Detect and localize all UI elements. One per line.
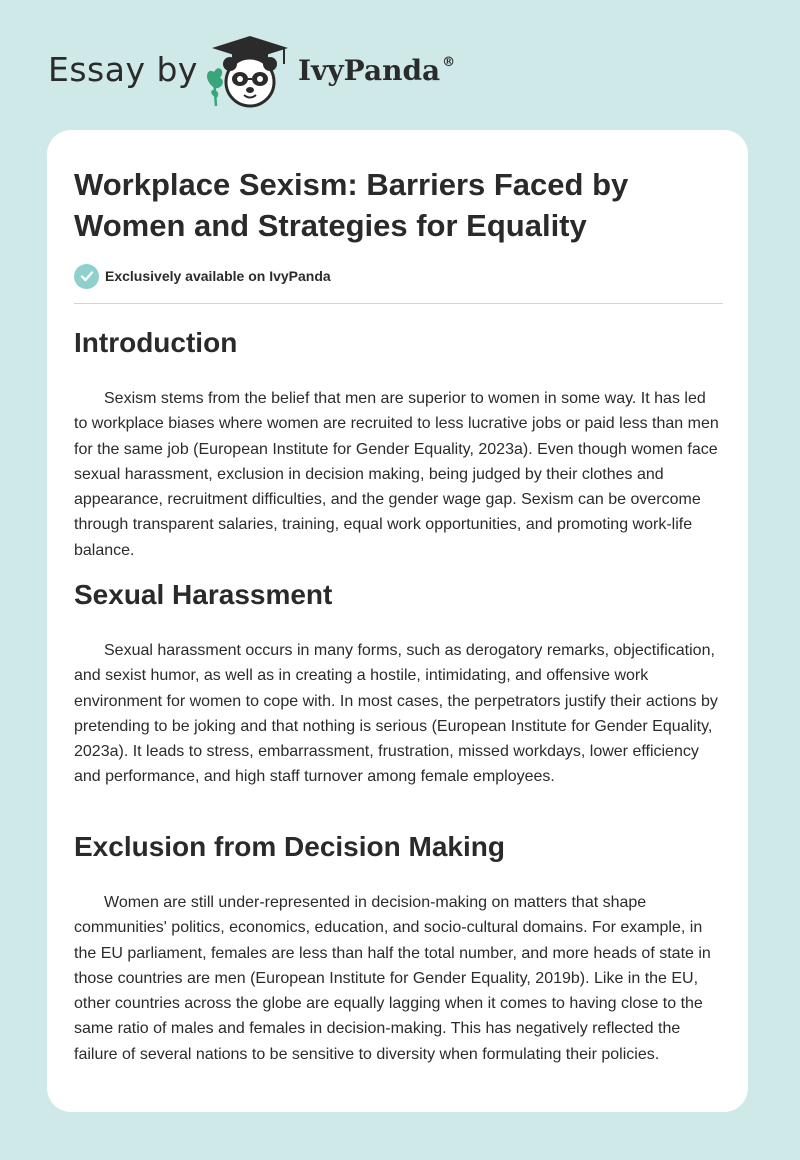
panda-graduate-logo-icon[interactable] xyxy=(202,34,292,110)
essay-by-label: Essay by xyxy=(48,50,198,89)
brand-name[interactable]: IvyPanda ® xyxy=(298,54,456,87)
exclusive-badge xyxy=(74,263,331,289)
trademark-symbol: ® xyxy=(442,54,456,70)
exclusive-badge-label: Exclusively available on IvyPanda xyxy=(105,268,331,284)
section-heading-introduction: Introduction xyxy=(74,327,238,358)
section-body-exclusion-decision-making: Women are still under-represented in decision-making on matters that shape communities' politics, economics, education, and socio-cultural domains. For example, in the EU parliament, females are less than half the total number, and more heads of state in those countries are men (European Institute for Gender Equality, 2019b). Like in the EU, other countries across the globe are equally lagging when it comes to having close to the same ratio of males and females in decision-making. This has negatively reflected the failure of several nations to be sensitive to diversity when formulating their policies. xyxy=(74,894,711,1063)
check-circle-icon xyxy=(74,264,99,289)
section-body-introduction: Sexism stems from the belief that men are superior to women in some way. It has led to workplace biases where women are recruited to less lucrative jobs or paid less than men for the same job (European Institute for Gender Equality, 2023a). Even though women face sexual harassment, exclusion in decision making, being judged by their clothes and appearance, recruitment difficulties, and the gender wage gap. Sexism can be overcome through transparent salaries, training, equal work opportunities, and promoting work-life balance. xyxy=(74,390,719,559)
site-header xyxy=(48,34,548,110)
section-heading-exclusion-decision-making: Exclusion from Decision Making xyxy=(74,831,505,862)
section-heading-sexual-harassment: Sexual Harassment xyxy=(74,579,333,610)
divider xyxy=(74,303,723,304)
essay-title: Workplace Sexism: Barriers Faced by Women and Strategies for Equality xyxy=(74,167,629,243)
section-body-sexual-harassment: Sexual harassment occurs in many forms, such as derogatory remarks, objectification, and sexist humor, as well as in creating a hostile, intimidating, and offensive work environment for women to cope with. In most cases, the perpetrators justify their actions by pretending to be joking and that nothing is serious (European Institute for Gender Equality, 2023a). It leads to stress, embarrassment, frustration, missed workdays, lower efficiency and performance, and high staff turnover among female employees. xyxy=(74,642,718,786)
essay-card xyxy=(47,130,748,1112)
